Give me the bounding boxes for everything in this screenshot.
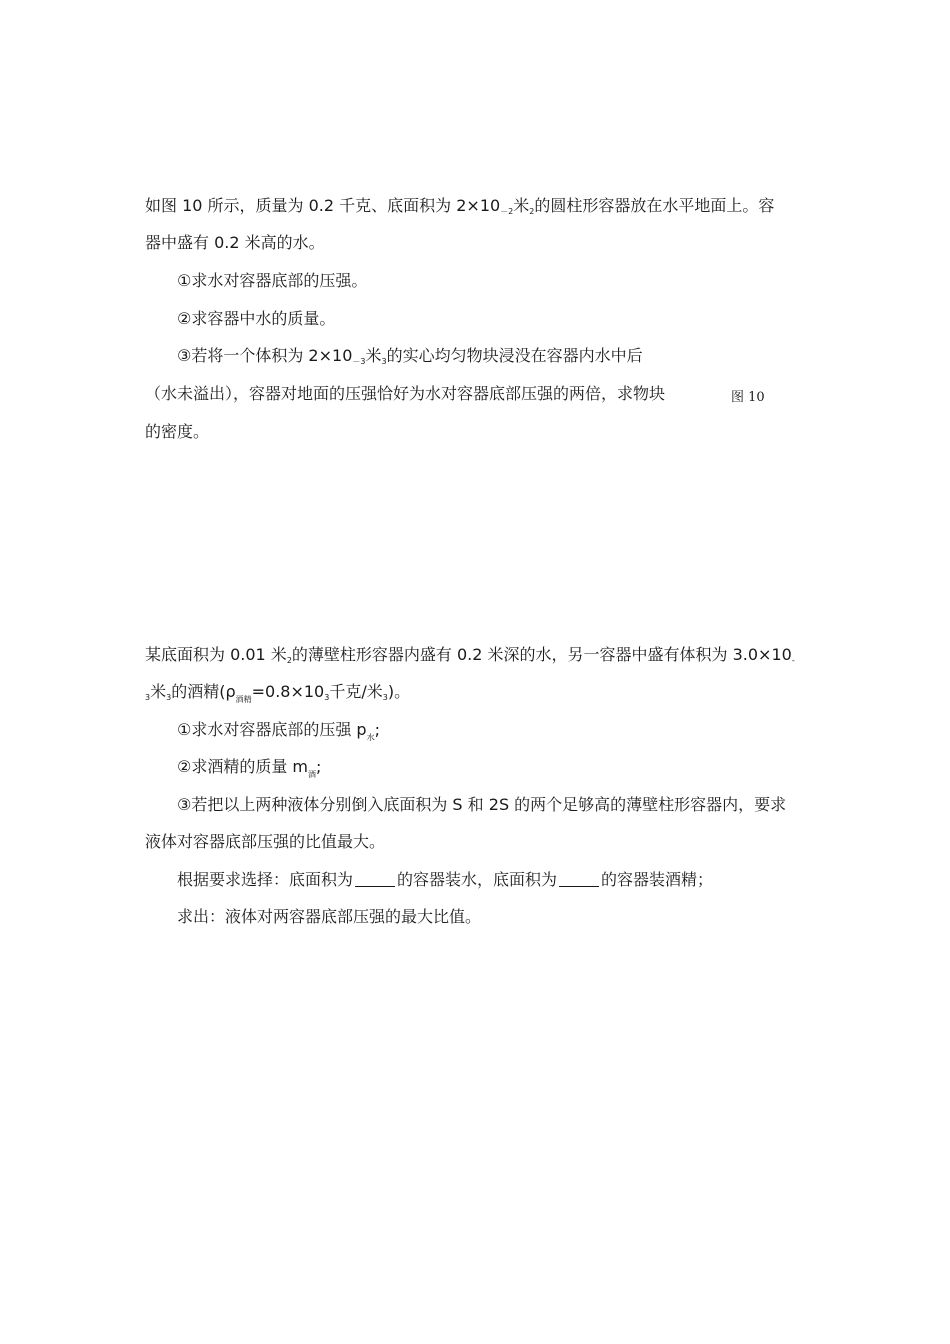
problem1-question2: ②求容器中水的质量。: [177, 309, 336, 328]
problem1-question3-line1: ③若将一个体积为 $2\times 10_{-3}$米$_3$的实心均匀物块浸没在容器内水中后: [177, 346, 643, 366]
problem2-line2: $_3$米$_3$的酒精($\rho_{酒精}=0.8\times 10_3$千克/米$_3$)。: [145, 682, 411, 704]
figure-label: 图 10: [731, 390, 765, 405]
answer-blank-water[interactable]: [355, 872, 395, 887]
problem2-choose-line: 根据要求选择：底面积为 的容器装水，底面积为 的容器装酒精；: [177, 870, 714, 889]
problem2-answer-line: 求出：液体对两容器底部压强的最大比值。: [177, 907, 482, 926]
problem1-question3-line2: （水未溢出），容器对地面的压强恰好为水对容器底部压强的两倍，求物块: [145, 384, 666, 403]
problem2-question1: ①求水对容器底部的压强 $p_水$;: [177, 720, 380, 742]
problem2-question2: ②求酒精的质量 $m_酒$;: [177, 757, 322, 779]
answer-blank-alcohol[interactable]: [559, 872, 599, 887]
problem1-question1: ①求水对容器底部的压强。: [177, 271, 368, 290]
problem2-question3-line2: 液体对容器底部压强的比值最大。: [145, 832, 386, 851]
problem1-line1: 如图 10 所示，质量为 0.2 千克、底面积为 $2\times 10_{-2}$米$_2$的圆柱形容器放在水平地面上。容: [145, 196, 775, 216]
problem1-question3-line3: 的密度。: [145, 422, 210, 441]
problem2-question3-line1: ③若把以上两种液体分别倒入底面积为 S 和 2S 的两个足够高的薄壁柱形容器内，要求: [177, 795, 787, 814]
problem2-line1: 某底面积为 0.01 米$_2$的薄壁柱形容器内盛有 0.2 米深的水，另一容器中盛有体积为 $3.0\times 10_-$: [145, 645, 795, 665]
problem1-line2: 器中盛有 0.2 米高的水。: [145, 233, 325, 252]
